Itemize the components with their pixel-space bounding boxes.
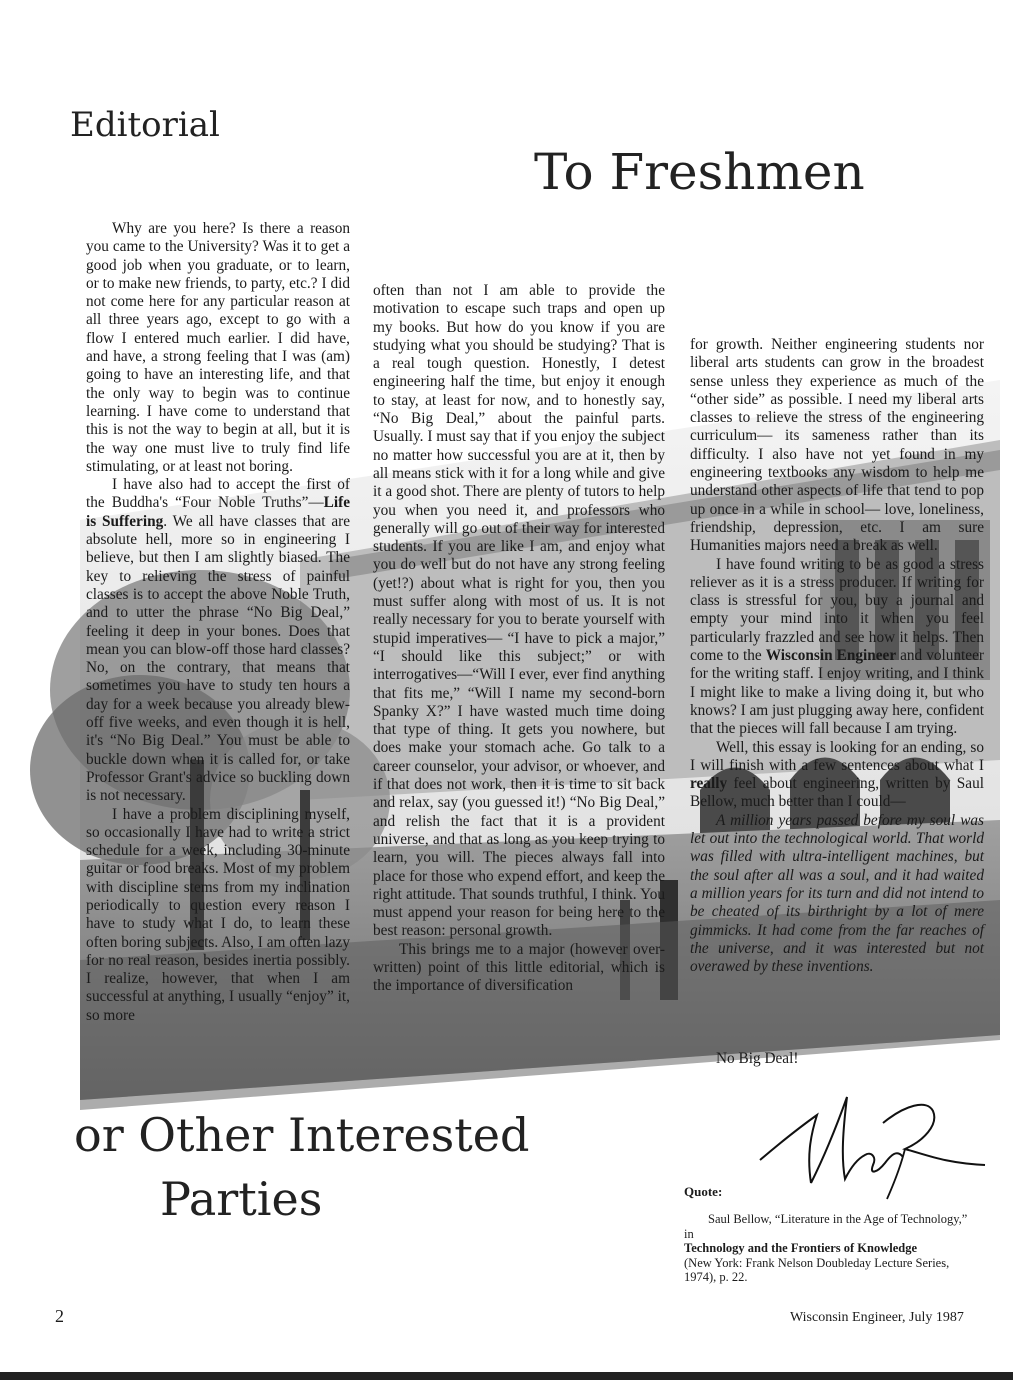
- bellow-quote: A million years passed before my soul was let out into the technological world. That world was filled with ultra-intelligent machines, but the soul after all was a soul, and it had waited a million years for its turn and did not intend to be cheated of its birthright by a lot of mere gimmicks. It had come from the far reaches of the universe, and it was interested but not overawed by these inventions.: [690, 811, 984, 976]
- section-label: Editorial: [70, 105, 220, 145]
- citation-label: Quote:: [684, 1184, 723, 1199]
- citation-line: in Technology and the Frontiers of Knowledge: [684, 1226, 917, 1255]
- citation: [684, 1212, 976, 1285]
- paragraph: I have found writing to be as good a stress reliever as it is a stress producer. If writing for class is stressful for you, buy a journal and empty your mind into it when you feel particularly frazzled and see how it helps. Then come to the Wisconsin Engineer and volunteer for the writing staff. I enjoy writing, and I think I might like to make a living doing it, but who knows? I am just plugging away here, confident that the pieces will fall because I am trying.: [690, 555, 984, 738]
- publication-footer: Wisconsin Engineer, July 1987: [790, 1310, 964, 1325]
- article-column-1: [86, 220, 350, 1025]
- page-title: To Freshmen: [534, 143, 865, 201]
- paragraph: I have a problem disciplining myself, so occasionally I have had to write a strict schedule for a week, including 30-minute guitar or food breaks. Most of my problem with discipline stems from my inclination periodically to question every reason I have to study what I do, to learn these often boring subjects. Also, I am often lazy for no real reason, besides inertia possibly. I realize, however, that when I am successful at anything, I usually “enjoy” it, so more: [86, 805, 350, 1024]
- scan-edge-bar: [0, 1372, 1013, 1380]
- paragraph: I have also had to accept the first of the Buddha's “Four Noble Truths”—Life is Suffering. We all have classes that are absolute hell, more so in engineering I believe, but then I am slightly biased. The key to relieving the stress of painful classes is to accept the above Noble Truth, and to utter the phrase “No Big Deal,” feeling it deep in your bones. Does that mean you can blow-off those hard classes? No, on the contrary, that means that sometimes you have to study ten hours a day for a week because you already blew-off five weeks, and even though it is hell, it's “No Big Deal.” You must be able to buckle down when it is called for, or take Professor Grant's advice so buckling down is not necessary.: [86, 476, 351, 805]
- paragraph: often than not I am able to provide the motivation to escape such traps and open up my books. But how do you know if you are studying what you should be studying? That is a real tough question. Honestly, I detest engineering half the time, but enjoy it enough to stay, at least for now, and to honestly say, “No Big Deal,” about the painful parts. Usually. I must say that if you enjoy the subject no matter how successful you are at it, then by all means stick with it for a long while and give it a good shot. There are plenty of tutors to help you when you need it, and professors who generally will go out of their way for interested students. If you are like I am, and enjoy what you do well but do not have any strong feeling (yet!?) about what is right for you, then you must suffer along with most of us. It is not really necessary for you to berate yourself with stupid imperatives— “I have to pick a major,” “I should like this subject;” or with interrogatives—“Will I ever, ever find anything that fits me,” “Will I name my second-born Spanky X?” I have wasted much time doing that type of thing. It gets you nowhere, but does make your stomach ache. Go talk to a career counselor, your advisor, or whoever, and if that does not work, then it is time to sit back and relax, say (you guessed it!) “No Big Deal,” and relish the fact that it is a provident universe, and that as long as you keep trying to learn, you will. The pieces always fall into place for those who expend effort, and keep the right attitude. That sounds truthful, I think. You must append your reason for being here to the best reason: personal growth.: [373, 282, 665, 940]
- signoff: No Big Deal!: [716, 1050, 799, 1067]
- citation-line: 1974), p. 22.: [684, 1270, 748, 1284]
- article-column-3: [690, 336, 984, 976]
- page-number: 2: [55, 1306, 64, 1326]
- paragraph: for growth. Neither engineering students nor liberal arts students can grow in the broadest sense unless they experience as much of the “other side” as possible. I need my liberal arts classes to relieve the stress of the engineering curriculum— its sameness rather than its difficulty. I also have not yet found in my engineering textbooks any wisdom to help me understand other aspects of life that tend to pop up once in a while in school— love, loneliness, friendship, depression, etc. I am sure Humanities majors need a break as well.: [690, 336, 984, 555]
- title-continuation: or Other Interested: [74, 1108, 530, 1162]
- paragraph: Why are you here? Is there a reason you came to the University? Was it to get a good job when you graduate, or to learn, or to make new friends, to party, etc.? I did not come here for any particular reason at all three years ago, except to go with a flow I entered much earlier. I did have, and have, a strong feeling that I was (am) going to have an interesting life, and that the only way to begin was to continue learning. I have come to understand that this is not the way to begin at all, but it is the way one must live to truly find life stimulating, or at least not boring.: [86, 220, 350, 475]
- title-continuation: Parties: [160, 1172, 323, 1226]
- paragraph: Well, this essay is looking for an ending, so I will finish with a few sentences about what I really feel about engineering, written by Saul Bellow, much better than I could—: [690, 738, 984, 811]
- citation-line: (New York: Frank Nelson Doubleday Lecture Series,: [684, 1255, 950, 1270]
- article-column-2: [373, 282, 665, 996]
- paragraph: This brings me to a major (however over-written) point of this little editorial, which is the importance of diversification: [373, 940, 665, 995]
- author-signature: [755, 1085, 990, 1205]
- citation-line: Saul Bellow, “Literature in the Age of Technology,”: [708, 1212, 968, 1226]
